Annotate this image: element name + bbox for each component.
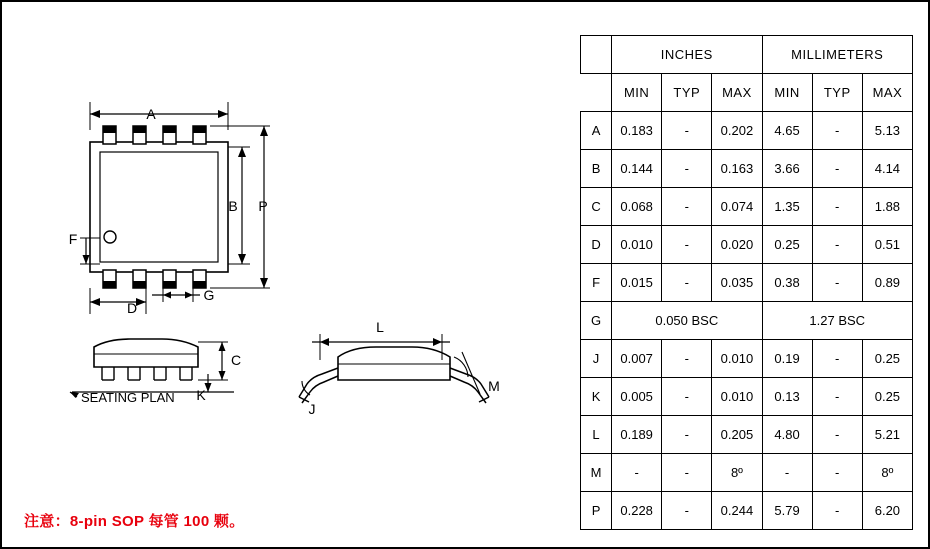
pin-1-marker	[104, 231, 116, 243]
table-row	[581, 340, 913, 378]
cell-inches-min: 0.010	[612, 226, 662, 264]
cell-inches-typ: -	[662, 454, 712, 492]
package-outline-drawing	[2, 2, 577, 549]
row-label: M	[581, 454, 612, 492]
header-mm-min: MIN	[762, 74, 812, 112]
dimensions-table-container	[580, 35, 913, 530]
cell-inches-min: 0.007	[612, 340, 662, 378]
cell-inches-typ: -	[662, 112, 712, 150]
cell-mm-typ: -	[812, 226, 862, 264]
label-d: D	[126, 300, 138, 316]
cell-inches-min: 0.189	[612, 416, 662, 454]
table-header-units	[581, 36, 913, 74]
cell-inches-max: 8º	[712, 454, 762, 492]
table-row	[581, 378, 913, 416]
label-j: J	[308, 401, 316, 417]
cell-inches-typ: -	[662, 416, 712, 454]
drawing-svg	[2, 2, 577, 549]
row-label: P	[581, 492, 612, 530]
label-k: K	[196, 387, 206, 403]
cell-inches-max: 0.074	[712, 188, 762, 226]
cell-inches-min: 0.228	[612, 492, 662, 530]
cell-mm-typ: -	[812, 264, 862, 302]
cell-mm-max: 4.14	[862, 150, 912, 188]
cell-inches-max: 0.035	[712, 264, 762, 302]
cell-inches-bsc: 0.050 BSC	[612, 302, 762, 340]
cell-mm-min: 0.13	[762, 378, 812, 416]
cell-inches-typ: -	[662, 378, 712, 416]
top-view-inner-body	[100, 152, 218, 262]
row-label: F	[581, 264, 612, 302]
cell-inches-typ: -	[662, 226, 712, 264]
label-l: L	[376, 319, 384, 335]
note-text: 注意：8-pin SOP 每管 100 颗。	[24, 513, 245, 530]
cell-inches-max: 0.010	[712, 340, 762, 378]
row-label: L	[581, 416, 612, 454]
lead-detail-view	[299, 347, 489, 403]
table-row	[581, 150, 913, 188]
cell-mm-min: -	[762, 454, 812, 492]
row-label: A	[581, 112, 612, 150]
cell-inches-typ: -	[662, 264, 712, 302]
table-corner-cell	[581, 36, 612, 74]
cell-inches-typ: -	[662, 340, 712, 378]
table-row	[581, 416, 913, 454]
cell-mm-min: 0.19	[762, 340, 812, 378]
cell-mm-min: 4.65	[762, 112, 812, 150]
cell-inches-typ: -	[662, 188, 712, 226]
cell-mm-typ: -	[812, 378, 862, 416]
cell-mm-min: 5.79	[762, 492, 812, 530]
cell-mm-max: 6.20	[862, 492, 912, 530]
table-row	[581, 226, 913, 264]
header-mm-max: MAX	[862, 74, 912, 112]
cell-mm-min: 0.25	[762, 226, 812, 264]
row-label: D	[581, 226, 612, 264]
cell-mm-max: 5.21	[862, 416, 912, 454]
cell-mm-typ: -	[812, 188, 862, 226]
cell-mm-min: 3.66	[762, 150, 812, 188]
cell-mm-max: 8º	[862, 454, 912, 492]
dimensions-table	[580, 35, 913, 530]
cell-mm-max: 0.25	[862, 378, 912, 416]
header-inches-max: MAX	[712, 74, 762, 112]
header-inches-typ: TYP	[662, 74, 712, 112]
cell-mm-max: 0.89	[862, 264, 912, 302]
cell-inches-typ: -	[662, 150, 712, 188]
cell-mm-max: 1.88	[862, 188, 912, 226]
table-row	[581, 264, 913, 302]
top-view-body	[90, 142, 228, 272]
label-b: B	[228, 198, 238, 214]
cell-inches-max: 0.163	[712, 150, 762, 188]
label-p: P	[258, 198, 268, 214]
cell-mm-max: 5.13	[862, 112, 912, 150]
cell-mm-typ: -	[812, 492, 862, 530]
cell-inches-min: 0.144	[612, 150, 662, 188]
cell-mm-typ: -	[812, 150, 862, 188]
cell-mm-typ: -	[812, 340, 862, 378]
cell-inches-max: 0.202	[712, 112, 762, 150]
cell-mm-typ: -	[812, 454, 862, 492]
label-g: G	[203, 287, 215, 303]
cell-inches-max: 0.020	[712, 226, 762, 264]
row-label: K	[581, 378, 612, 416]
cell-inches-typ: -	[662, 492, 712, 530]
cell-mm-min: 4.80	[762, 416, 812, 454]
cell-inches-max: 0.244	[712, 492, 762, 530]
header-inches-min: MIN	[612, 74, 662, 112]
label-a: A	[146, 106, 156, 122]
row-label: J	[581, 340, 612, 378]
header-millimeters: MILLIMETERS	[762, 36, 912, 74]
cell-mm-min: 1.35	[762, 188, 812, 226]
cell-inches-min: 0.068	[612, 188, 662, 226]
label-c: C	[230, 352, 242, 368]
table-corner-cell-2	[581, 74, 612, 112]
cell-inches-min: 0.015	[612, 264, 662, 302]
cell-inches-max: 0.010	[712, 378, 762, 416]
table-row	[581, 112, 913, 150]
row-label: G	[581, 302, 612, 340]
table-row	[581, 492, 913, 530]
label-seating-plane: SEATING PLAN	[81, 390, 175, 405]
row-label: C	[581, 188, 612, 226]
cell-inches-min: 0.005	[612, 378, 662, 416]
cell-inches-min: -	[612, 454, 662, 492]
cell-inches-max: 0.205	[712, 416, 762, 454]
row-label: B	[581, 150, 612, 188]
table-row	[581, 188, 913, 226]
cell-mm-min: 0.38	[762, 264, 812, 302]
label-m: M	[488, 378, 500, 394]
label-f: F	[68, 231, 78, 247]
cell-mm-max: 0.25	[862, 340, 912, 378]
cell-mm-typ: -	[812, 112, 862, 150]
cell-mm-bsc: 1.27 BSC	[762, 302, 912, 340]
header-mm-typ: TYP	[812, 74, 862, 112]
cell-mm-typ: -	[812, 416, 862, 454]
table-row	[581, 302, 913, 340]
cell-mm-max: 0.51	[862, 226, 912, 264]
table-row	[581, 454, 913, 492]
cell-inches-min: 0.183	[612, 112, 662, 150]
header-inches: INCHES	[612, 36, 762, 74]
table-header-minmax	[581, 74, 913, 112]
